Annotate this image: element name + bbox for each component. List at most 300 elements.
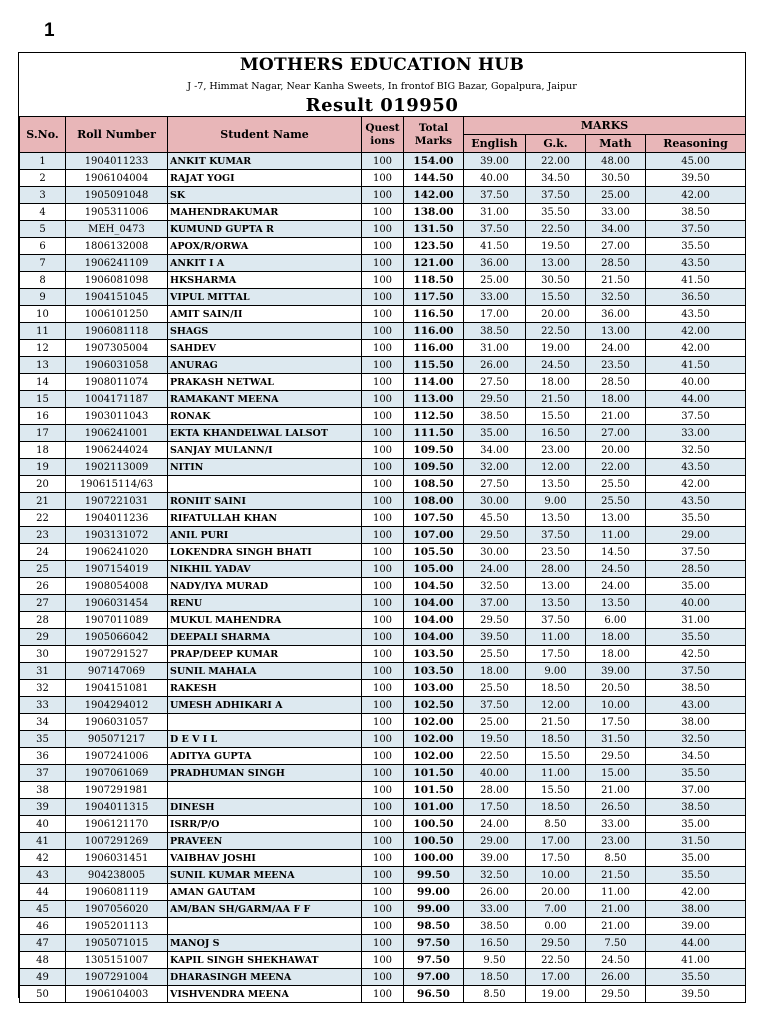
cell-reasoning: 31.00: [646, 612, 746, 629]
cell-sno: 6: [20, 238, 66, 255]
cell-sno: 42: [20, 850, 66, 867]
table-row: [20, 595, 746, 612]
cell-total-marks: 99.50: [404, 867, 464, 884]
cell-reasoning: 36.50: [646, 289, 746, 306]
cell-english: 45.50: [464, 510, 526, 527]
cell-roll-number: 1905201113: [66, 918, 168, 935]
table-row: [20, 255, 746, 272]
cell-english: 38.50: [464, 918, 526, 935]
cell-total-marks: 101.00: [404, 799, 464, 816]
cell-gk: 23.50: [526, 544, 586, 561]
cell-total-marks: 138.00: [404, 204, 464, 221]
table-row: [20, 850, 746, 867]
cell-reasoning: 43.50: [646, 306, 746, 323]
table-row: [20, 578, 746, 595]
cell-sno: 20: [20, 476, 66, 493]
cell-total-marks: 99.00: [404, 884, 464, 901]
table-row: [20, 544, 746, 561]
cell-student-name: SUNIL MAHALA: [168, 663, 362, 680]
table-row: [20, 969, 746, 986]
cell-english: 16.50: [464, 935, 526, 952]
cell-english: 41.50: [464, 238, 526, 255]
cell-total-marks: 102.00: [404, 714, 464, 731]
cell-questions: 100: [362, 272, 404, 289]
cell-reasoning: 33.00: [646, 425, 746, 442]
cell-total-marks: 117.50: [404, 289, 464, 306]
table-row: [20, 425, 746, 442]
cell-english: 30.00: [464, 493, 526, 510]
cell-english: 18.50: [464, 969, 526, 986]
cell-english: 26.00: [464, 884, 526, 901]
cell-total-marks: 104.00: [404, 612, 464, 629]
cell-english: 29.50: [464, 391, 526, 408]
cell-reasoning: 32.50: [646, 442, 746, 459]
cell-student-name: SUNIL KUMAR MEENA: [168, 867, 362, 884]
cell-total-marks: 99.00: [404, 901, 464, 918]
table-row: [20, 799, 746, 816]
cell-questions: 100: [362, 782, 404, 799]
cell-questions: 100: [362, 221, 404, 238]
cell-student-name: RIFATULLAH KHAN: [168, 510, 362, 527]
table-row: [20, 442, 746, 459]
cell-questions: 100: [362, 459, 404, 476]
cell-math: 32.50: [586, 289, 646, 306]
table-row: [20, 204, 746, 221]
cell-student-name: [168, 714, 362, 731]
cell-roll-number: 1908011074: [66, 374, 168, 391]
cell-gk: 22.50: [526, 323, 586, 340]
cell-math: 13.50: [586, 595, 646, 612]
cell-roll-number: 1907241006: [66, 748, 168, 765]
cell-math: 8.50: [586, 850, 646, 867]
cell-roll-number: 1906031057: [66, 714, 168, 731]
cell-gk: 23.00: [526, 442, 586, 459]
cell-questions: 100: [362, 374, 404, 391]
cell-roll-number: 1906121170: [66, 816, 168, 833]
cell-math: 29.50: [586, 986, 646, 1003]
cell-sno: 46: [20, 918, 66, 935]
cell-gk: 37.50: [526, 187, 586, 204]
cell-student-name: SK: [168, 187, 362, 204]
cell-reasoning: 45.00: [646, 153, 746, 170]
cell-gk: 11.00: [526, 629, 586, 646]
cell-english: 24.00: [464, 816, 526, 833]
cell-roll-number: 1905091048: [66, 187, 168, 204]
cell-student-name: HKSHARMA: [168, 272, 362, 289]
cell-english: 25.50: [464, 646, 526, 663]
cell-roll-number: 904238005: [66, 867, 168, 884]
cell-reasoning: 37.00: [646, 782, 746, 799]
cell-questions: 100: [362, 323, 404, 340]
cell-gk: 18.50: [526, 731, 586, 748]
table-row: [20, 289, 746, 306]
cell-math: 18.00: [586, 646, 646, 663]
cell-english: 31.00: [464, 204, 526, 221]
table-row: [20, 816, 746, 833]
cell-reasoning: 39.00: [646, 918, 746, 935]
cell-total-marks: 97.50: [404, 935, 464, 952]
cell-sno: 23: [20, 527, 66, 544]
cell-questions: 100: [362, 357, 404, 374]
page-number: 1: [44, 20, 55, 41]
cell-sno: 44: [20, 884, 66, 901]
cell-reasoning: 35.00: [646, 578, 746, 595]
cell-total-marks: 98.50: [404, 918, 464, 935]
cell-total-marks: 108.50: [404, 476, 464, 493]
cell-student-name: SAHDEV: [168, 340, 362, 357]
cell-gk: 18.50: [526, 680, 586, 697]
cell-sno: 24: [20, 544, 66, 561]
table-row: [20, 357, 746, 374]
cell-student-name: LOKENDRA SINGH BHATI: [168, 544, 362, 561]
cell-gk: 21.50: [526, 391, 586, 408]
cell-student-name: AMAN GAUTAM: [168, 884, 362, 901]
cell-sno: 35: [20, 731, 66, 748]
cell-questions: 100: [362, 425, 404, 442]
cell-gk: 19.00: [526, 986, 586, 1003]
cell-roll-number: 1903131072: [66, 527, 168, 544]
cell-english: 37.50: [464, 187, 526, 204]
cell-math: 25.50: [586, 476, 646, 493]
cell-student-name: NIKHIL YADAV: [168, 561, 362, 578]
cell-gk: 18.50: [526, 799, 586, 816]
cell-total-marks: 121.00: [404, 255, 464, 272]
cell-reasoning: 35.50: [646, 510, 746, 527]
cell-gk: 9.00: [526, 663, 586, 680]
cell-questions: 100: [362, 731, 404, 748]
cell-math: 22.00: [586, 459, 646, 476]
cell-total-marks: 107.00: [404, 527, 464, 544]
cell-reasoning: 35.50: [646, 969, 746, 986]
table-row: [20, 884, 746, 901]
cell-reasoning: 40.00: [646, 595, 746, 612]
cell-english: 30.00: [464, 544, 526, 561]
table-row: [20, 153, 746, 170]
cell-gk: 7.00: [526, 901, 586, 918]
cell-questions: 100: [362, 544, 404, 561]
cell-roll-number: 1905311006: [66, 204, 168, 221]
cell-math: 20.50: [586, 680, 646, 697]
cell-gk: 17.50: [526, 646, 586, 663]
cell-questions: 100: [362, 697, 404, 714]
cell-sno: 3: [20, 187, 66, 204]
cell-student-name: ANKIT I A: [168, 255, 362, 272]
cell-total-marks: 142.00: [404, 187, 464, 204]
cell-questions: 100: [362, 493, 404, 510]
cell-sno: 41: [20, 833, 66, 850]
cell-questions: 100: [362, 765, 404, 782]
cell-questions: 100: [362, 527, 404, 544]
table-row: [20, 782, 746, 799]
cell-gk: 24.50: [526, 357, 586, 374]
cell-gk: 17.00: [526, 969, 586, 986]
cell-math: 18.00: [586, 629, 646, 646]
cell-gk: 13.50: [526, 476, 586, 493]
cell-math: 21.00: [586, 782, 646, 799]
cell-math: 11.00: [586, 884, 646, 901]
cell-questions: 100: [362, 918, 404, 935]
cell-english: 17.50: [464, 799, 526, 816]
table-row: [20, 731, 746, 748]
cell-sno: 26: [20, 578, 66, 595]
col-header-english: English: [464, 135, 526, 153]
cell-gk: 22.50: [526, 221, 586, 238]
cell-roll-number: 1907061069: [66, 765, 168, 782]
cell-student-name: AM/BAN SH/GARM/AA F F: [168, 901, 362, 918]
cell-english: 24.00: [464, 561, 526, 578]
cell-questions: 100: [362, 816, 404, 833]
cell-reasoning: 42.00: [646, 884, 746, 901]
cell-reasoning: 42.00: [646, 476, 746, 493]
cell-sno: 29: [20, 629, 66, 646]
cell-english: 38.50: [464, 323, 526, 340]
cell-roll-number: 905071217: [66, 731, 168, 748]
cell-gk: 15.50: [526, 289, 586, 306]
cell-sno: 4: [20, 204, 66, 221]
cell-math: 13.00: [586, 510, 646, 527]
cell-english: 25.00: [464, 272, 526, 289]
cell-math: 23.50: [586, 357, 646, 374]
cell-reasoning: 29.00: [646, 527, 746, 544]
cell-questions: 100: [362, 595, 404, 612]
table-row: [20, 833, 746, 850]
cell-student-name: KAPIL SINGH SHEKHAWAT: [168, 952, 362, 969]
cell-student-name: PRADHUMAN SINGH: [168, 765, 362, 782]
cell-gk: 21.50: [526, 714, 586, 731]
cell-student-name: VISHVENDRA MEENA: [168, 986, 362, 1003]
cell-total-marks: 105.50: [404, 544, 464, 561]
cell-total-marks: 109.50: [404, 459, 464, 476]
institute-name: MOTHERS EDUCATION HUB: [239, 55, 525, 75]
cell-sno: 2: [20, 170, 66, 187]
cell-english: 32.00: [464, 459, 526, 476]
cell-total-marks: 107.50: [404, 510, 464, 527]
cell-questions: 100: [362, 850, 404, 867]
cell-english: 31.00: [464, 340, 526, 357]
table-row: [20, 748, 746, 765]
cell-total-marks: 108.00: [404, 493, 464, 510]
cell-math: 39.00: [586, 663, 646, 680]
cell-student-name: KUMUND GUPTA R: [168, 221, 362, 238]
cell-student-name: RENU: [168, 595, 362, 612]
cell-reasoning: 35.50: [646, 238, 746, 255]
table-row: [20, 476, 746, 493]
table-row: [20, 340, 746, 357]
cell-student-name: ISRR/P/O: [168, 816, 362, 833]
cell-reasoning: 43.00: [646, 697, 746, 714]
cell-gk: 15.50: [526, 748, 586, 765]
cell-math: 21.00: [586, 918, 646, 935]
cell-english: 8.50: [464, 986, 526, 1003]
cell-gk: 19.50: [526, 238, 586, 255]
cell-student-name: PRAP/DEEP KUMAR: [168, 646, 362, 663]
cell-sno: 31: [20, 663, 66, 680]
cell-math: 29.50: [586, 748, 646, 765]
cell-english: 40.00: [464, 170, 526, 187]
cell-student-name: VIPUL MITTAL: [168, 289, 362, 306]
cell-student-name: SANJAY MULANN/I: [168, 442, 362, 459]
table-row: [20, 408, 746, 425]
cell-math: 21.00: [586, 901, 646, 918]
cell-math: 17.50: [586, 714, 646, 731]
cell-gk: 17.00: [526, 833, 586, 850]
cell-questions: 100: [362, 799, 404, 816]
cell-english: 37.50: [464, 697, 526, 714]
cell-sno: 38: [20, 782, 66, 799]
cell-questions: 100: [362, 833, 404, 850]
cell-english: 27.50: [464, 476, 526, 493]
table-row: [20, 629, 746, 646]
cell-roll-number: 1906241020: [66, 544, 168, 561]
cell-student-name: NITIN: [168, 459, 362, 476]
cell-roll-number: 1904011236: [66, 510, 168, 527]
cell-questions: 100: [362, 340, 404, 357]
cell-sno: 32: [20, 680, 66, 697]
cell-sno: 22: [20, 510, 66, 527]
cell-reasoning: 35.00: [646, 816, 746, 833]
cell-student-name: DINESH: [168, 799, 362, 816]
cell-reasoning: 32.50: [646, 731, 746, 748]
table-row: [20, 680, 746, 697]
cell-math: 23.00: [586, 833, 646, 850]
cell-reasoning: 41.50: [646, 357, 746, 374]
cell-math: 20.00: [586, 442, 646, 459]
cell-total-marks: 101.50: [404, 765, 464, 782]
cell-math: 31.50: [586, 731, 646, 748]
cell-sno: 14: [20, 374, 66, 391]
cell-gk: 18.00: [526, 374, 586, 391]
cell-math: 48.00: [586, 153, 646, 170]
table-row: [20, 646, 746, 663]
cell-math: 26.50: [586, 799, 646, 816]
cell-math: 27.00: [586, 425, 646, 442]
cell-english: 29.50: [464, 527, 526, 544]
cell-roll-number: 1906081118: [66, 323, 168, 340]
col-header-total-line1: Total: [418, 121, 449, 134]
cell-reasoning: 40.00: [646, 374, 746, 391]
cell-roll-number: 1906031058: [66, 357, 168, 374]
cell-gk: 35.50: [526, 204, 586, 221]
cell-sno: 27: [20, 595, 66, 612]
table-row: [20, 527, 746, 544]
cell-roll-number: 1905071015: [66, 935, 168, 952]
cell-sno: 16: [20, 408, 66, 425]
cell-reasoning: 38.00: [646, 901, 746, 918]
cell-sno: 43: [20, 867, 66, 884]
cell-total-marks: 123.50: [404, 238, 464, 255]
cell-roll-number: 190615114/63: [66, 476, 168, 493]
table-row: [20, 765, 746, 782]
cell-total-marks: 104.00: [404, 595, 464, 612]
cell-reasoning: 43.50: [646, 493, 746, 510]
cell-student-name: DHARASINGH MEENA: [168, 969, 362, 986]
cell-roll-number: 1907291527: [66, 646, 168, 663]
cell-gk: 34.50: [526, 170, 586, 187]
cell-questions: 100: [362, 187, 404, 204]
cell-math: 24.50: [586, 952, 646, 969]
cell-english: 29.00: [464, 833, 526, 850]
cell-gk: 22.50: [526, 952, 586, 969]
cell-questions: 100: [362, 884, 404, 901]
cell-math: 25.00: [586, 187, 646, 204]
cell-total-marks: 102.50: [404, 697, 464, 714]
cell-student-name: AMIT SAIN/II: [168, 306, 362, 323]
cell-math: 7.50: [586, 935, 646, 952]
cell-questions: 100: [362, 748, 404, 765]
cell-reasoning: 43.50: [646, 255, 746, 272]
cell-student-name: MANOJ S: [168, 935, 362, 952]
table-row: [20, 561, 746, 578]
col-header-math: Math: [586, 135, 646, 153]
cell-roll-number: 1004171187: [66, 391, 168, 408]
cell-total-marks: 97.50: [404, 952, 464, 969]
cell-sno: 18: [20, 442, 66, 459]
cell-math: 21.50: [586, 867, 646, 884]
cell-sno: 40: [20, 816, 66, 833]
cell-sno: 33: [20, 697, 66, 714]
cell-total-marks: 102.00: [404, 731, 464, 748]
table-row: [20, 323, 746, 340]
cell-reasoning: 35.50: [646, 629, 746, 646]
table-row: [20, 510, 746, 527]
cell-roll-number: 1906104004: [66, 170, 168, 187]
cell-sno: 9: [20, 289, 66, 306]
cell-questions: 100: [362, 867, 404, 884]
table-row: [20, 374, 746, 391]
cell-roll-number: 1902113009: [66, 459, 168, 476]
cell-english: 17.00: [464, 306, 526, 323]
cell-sno: 25: [20, 561, 66, 578]
cell-math: 18.00: [586, 391, 646, 408]
cell-roll-number: 1904011233: [66, 153, 168, 170]
cell-student-name: RAJAT YOGI: [168, 170, 362, 187]
result-table-body: [20, 153, 746, 1003]
table-row: [20, 697, 746, 714]
cell-math: 24.50: [586, 561, 646, 578]
cell-english: 25.50: [464, 680, 526, 697]
cell-sno: 30: [20, 646, 66, 663]
col-header-questions: [362, 117, 404, 153]
cell-english: 39.00: [464, 850, 526, 867]
cell-gk: 10.00: [526, 867, 586, 884]
cell-math: 26.00: [586, 969, 646, 986]
cell-math: 36.00: [586, 306, 646, 323]
cell-total-marks: 144.50: [404, 170, 464, 187]
cell-gk: 13.00: [526, 578, 586, 595]
cell-student-name: DEEPALI SHARMA: [168, 629, 362, 646]
cell-questions: 100: [362, 391, 404, 408]
cell-student-name: EKTA KHANDELWAL LALSOT: [168, 425, 362, 442]
cell-english: 34.00: [464, 442, 526, 459]
cell-questions: 100: [362, 255, 404, 272]
cell-english: 36.00: [464, 255, 526, 272]
cell-roll-number: 1907011089: [66, 612, 168, 629]
cell-student-name: SHAGS: [168, 323, 362, 340]
cell-roll-number: 907147069: [66, 663, 168, 680]
cell-roll-number: 1908054008: [66, 578, 168, 595]
cell-questions: 100: [362, 204, 404, 221]
cell-math: 33.00: [586, 204, 646, 221]
cell-student-name: ANURAG: [168, 357, 362, 374]
table-row: [20, 459, 746, 476]
cell-math: 11.00: [586, 527, 646, 544]
cell-sno: 8: [20, 272, 66, 289]
cell-student-name: UMESH ADHIKARI A: [168, 697, 362, 714]
cell-math: 21.50: [586, 272, 646, 289]
cell-reasoning: 39.50: [646, 170, 746, 187]
cell-student-name: APOX/R/ORWA: [168, 238, 362, 255]
cell-gk: 19.00: [526, 340, 586, 357]
